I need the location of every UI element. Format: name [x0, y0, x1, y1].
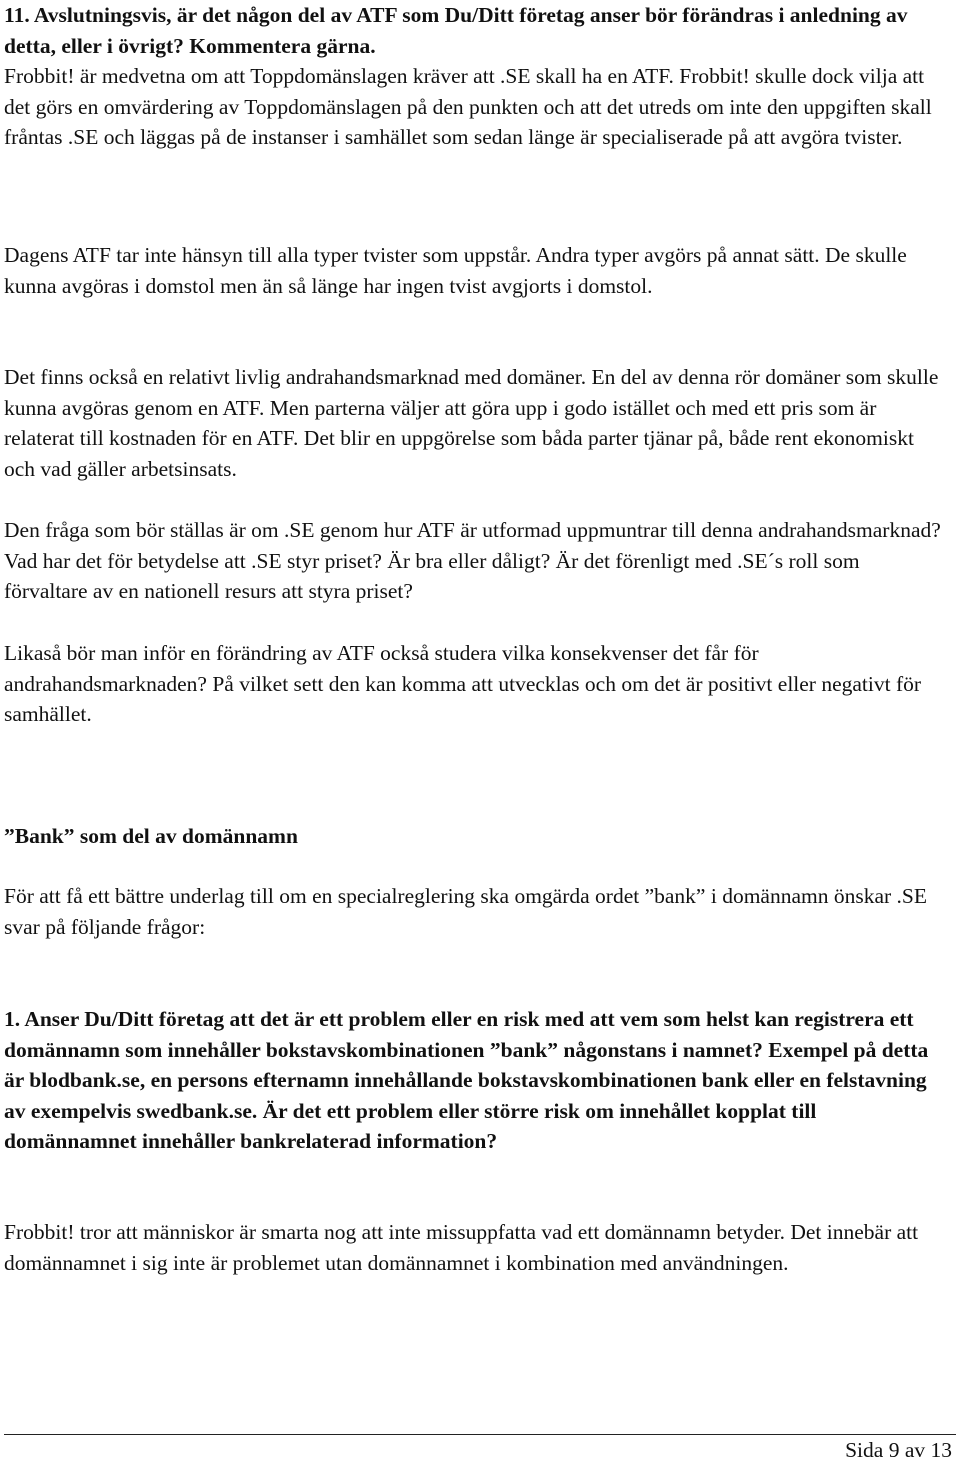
q11-paragraph-3: Det finns också en relativt livlig andrahandsmarknad med domäner. En del av denna rör domäner som skulle kunna avgöras genom en ATF. Men parterna väljer att göra upp i godo istället och med ett pris som är relaterat till kostnaden för en ATF. Det blir en uppgörelse som båda parter tjänar på, både rent ekonomiskt och vad gäller arbetsinsats. — [4, 365, 939, 481]
page-number: Sida 9 av 13 — [845, 1438, 952, 1462]
bank-question-1: 1. Anser Du/Ditt företag att det är ett problem eller en risk med att vem som helst kan registrera ett domännamn som innehåller bokstavskombinationen ”bank” någonstans i namnet? Exempel på detta är blodbank.se, en persons efternamn innehållande bokstavskombinationen bank eller en felstavning av exempelvis swedbank.se. Är det ett problem eller större risk om innehållet kopplat till domännamnet innehåller bankrelaterad information? — [4, 1007, 929, 1153]
bank-answer-1: Frobbit! tror att människor är smarta nog att inte missuppfatta vad ett domännamn betyder. Det innebär att domännamnet i sig inte är problemet utan domännamnet i kombination med användningen. — [4, 1220, 919, 1275]
q11-paragraph-5: Likaså bör man inför en förändring av ATF också studera vilka konsekvenser det får för andrahandsmarknaden? På vilket sett den kan komma att utvecklas och om det är positivt eller negativt för samhället. — [4, 641, 922, 726]
q11-paragraph-4: Den fråga som bör ställas är om .SE genom hur ATF är utformad uppmuntrar till denna andrahandsmarknad? Vad har det för betydelse att .SE styr priset? Är bra eller dåligt? Är det förenligt med .SE´s roll som förvaltare av en nationell resurs att styra priset? — [4, 518, 941, 603]
q11-paragraph-1: Frobbit! är medvetna om att Toppdomänslagen kräver att .SE skall ha en ATF. Frobbit! skulle dock vilja att det görs en omvärdering av Toppdomänslagen på den punkten och att det utreds om inte den uppgiften skall fråntas .SE och läggas på de instanser i samhället som sedan länge är specialiserade på att avgöra tvister. — [4, 64, 932, 149]
bank-section-title: ”Bank” som del av domännamn — [4, 824, 298, 848]
question-11-heading: 11. Avslutningsvis, är det någon del av ATF som Du/Ditt företag anser bör förändras i anledning av detta, eller i övrigt? Kommentera gärna. — [4, 3, 908, 58]
q11-paragraph-2: Dagens ATF tar inte hänsyn till alla typer tvister som uppstår. Andra typer avgörs på annat sätt. De skulle kunna avgöras i domstol men än så länge har ingen tvist avgjorts i domstol. — [4, 243, 907, 298]
bank-section-intro: För att få ett bättre underlag till om en specialreglering ska omgärda ordet ”bank” i domännamn önskar .SE svar på följande frågor: — [4, 884, 928, 939]
footer-rule — [4, 1434, 956, 1435]
